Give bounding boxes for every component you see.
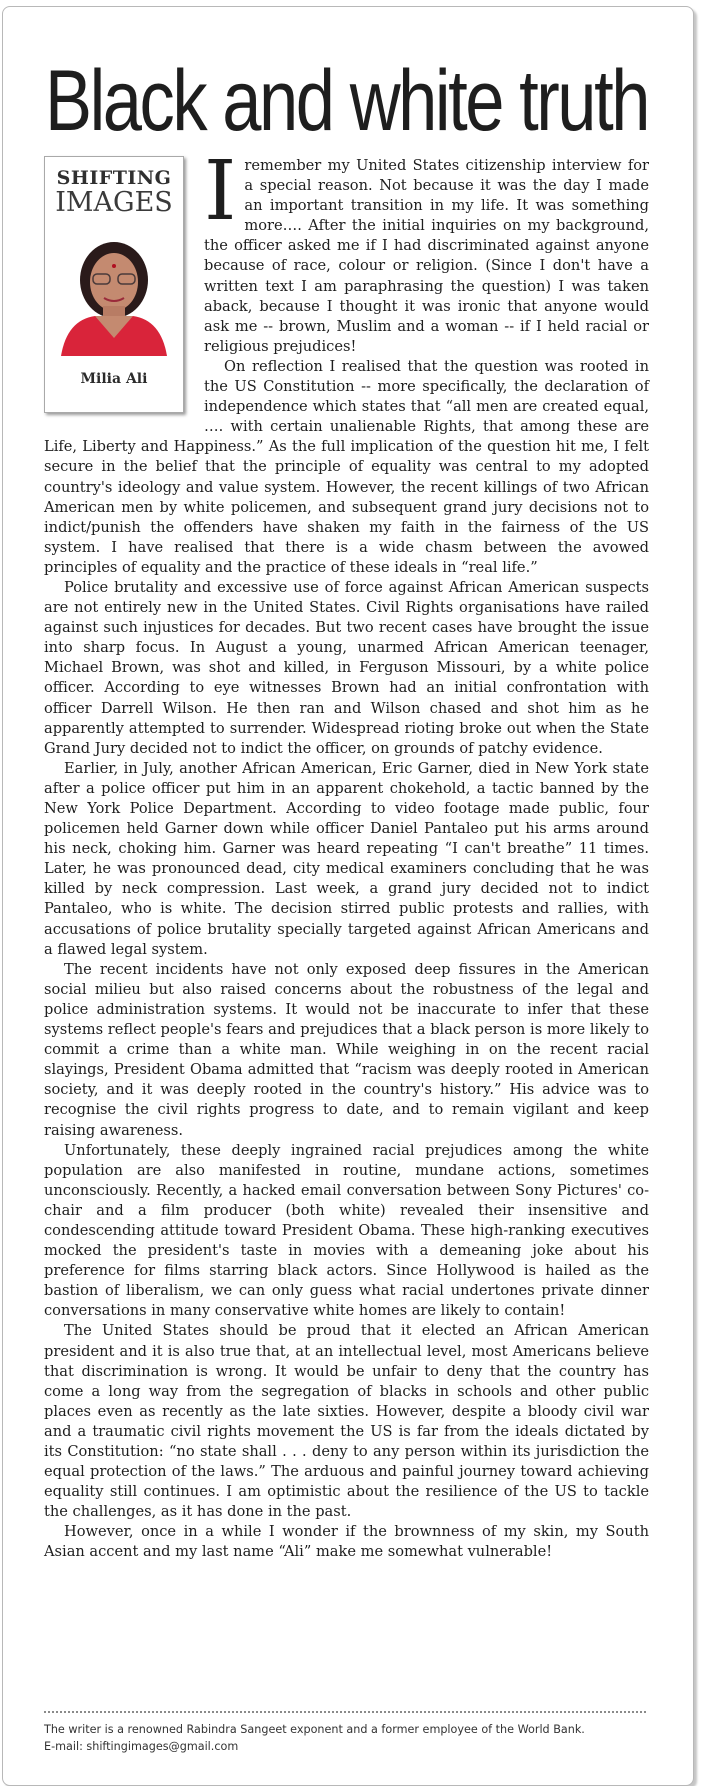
lead-paragraph: remember my United States citizenship interview for a special reason. Not because it was the day I made an important transition in my life. It was something more…. After the initial inquiries on my background, the officer asked me if I had discriminated against anyone because of race, colour or religion. (Since I don't have a written text I am paraphrasing the question) I was taken aback, because I thought it was ironic that anyone would ask me -- brown, Muslim and a woman -- if I held racial or religious prejudices! <box>204 157 649 355</box>
column-title-line1: SHIFTING <box>56 167 172 189</box>
column-badge <box>44 156 184 413</box>
author-email: E-mail: shiftingimages@gmail.com <box>44 1740 239 1753</box>
paragraph: The recent incidents have not only exposed deep fissures in the American social milieu but also raised concerns about the robustness of the legal and police administration systems. It would not be inaccurate to infer that these systems reflect people's fears and prejudices that a black person is more likely to commit a crime than a white man. While weighing in on the recent racial slayings, President Obama admitted that “racism was deeply rooted in American society, and it was deeply rooted in the country's history.” His advice was to recognise the civil rights progress to date, and to remain vigilant and keep raising awareness. <box>44 960 649 1139</box>
author-bio: The writer is a renowned Rabindra Sangeet exponent and a former employee of the World Bank. <box>44 1723 585 1736</box>
column-title-line2: IMAGES <box>55 187 173 219</box>
footer-divider <box>44 1711 646 1713</box>
paragraph: Earlier, in July, another African American, Eric Garner, died in New York state after a police officer put him in an apparent chokehold, a tactic banned by the New York Police Department. According to video footage made public, four policemen held Garner down while officer Daniel Pantaleo put his arms around his neck, choking him. Garner was heard repeating “I can't breathe” 11 times. Later, he was pronounced dead, city medical examiners concluding that he was killed by neck compression. Last week, a grand jury decided not to indict Pantaleo, who is white. The decision stirred public protests and rallies, with accusations of police brutality specially targeted against African Americans and a flawed legal system. <box>44 759 649 958</box>
author-footnote <box>44 1721 654 1755</box>
paragraph: On reflection I realised that the question was rooted in the US Constitution -- more specifically, the declaration of independence which states that “all men are created equal, …. with certain unalienable Rights, that among these are Life, Liberty and Happiness.” As the full implication of the question hit me, I felt secure in the belief that the principle of equality was central to my adopted country's ideology and value system. However, the recent killings of two African American men by white policemen, and subsequent grand jury decisions not to indict/punish the offenders have shaken my faith in the fairness of the US system. I have realised that there is a wide chasm between the avowed principles of equality and the practice of these ideals in “real life.” <box>44 357 649 576</box>
column-author: Milia Ali <box>80 371 148 388</box>
headline: Black and white truth <box>45 53 648 149</box>
paragraph: However, once in a while I wonder if the brownness of my skin, my South Asian accent and my last name “Ali” make me somewhat vulnerable! <box>44 1523 649 1561</box>
paragraph: The United States should be proud that it elected an African American president and it is also true that, at an intellectual level, most Americans believe that discrimination is wrong. It would be unfair to deny that the country has come a long way from the segregation of blacks in schools and other public places even as recently as the late sixties. However, despite a bloody civil war and a traumatic civil rights movement the US is far from the ideals dictated by its Constitution: “no state shall . . . deny to any person within its jurisdiction the equal protection of the laws.” The arduous and painful journey toward achieving equality still continues. I am optimistic about the resilience of the US to tackle the challenges, as it has done in the past. <box>44 1322 649 1521</box>
drop-cap: I <box>204 144 237 239</box>
article-body <box>44 144 649 1563</box>
paragraph: Unfortunately, these deeply ingrained racial prejudices among the white population are also manifested in routine, mundane actions, sometimes unconsciously. Recently, a hacked email conversation between Sony Pictures' co-chair and a film producer (both white) revealed their insensitive and condescending attitude toward President Obama. These high-ranking executives mocked the president's taste in movies with a demeaning joke about his preference for films starring black actors. Since Hollywood is hailed as the bastion of liberalism, we can only guess what racial undertones private dinner conversations in many conservative white homes are likely to contain! <box>44 1141 649 1320</box>
paragraph: Police brutality and excessive use of force against African American suspects are not entirely new in the United States. Civil Rights organisations have railed against such injustices for decades. But two recent cases have brought the issue into sharp focus. In August a young, unarmed African American teenager, Michael Brown, was shot and killed, in Ferguson Missouri, by a white police officer. According to eye witnesses Brown had an initial confrontation with officer Darrell Wilson. He then ran and Wilson chased and shot him as he apparently attempted to surrender. Widespread rioting broke out when the State Grand Jury decided not to indict the officer, on grounds of patchy evidence. <box>44 578 649 757</box>
author-photo <box>55 228 173 356</box>
